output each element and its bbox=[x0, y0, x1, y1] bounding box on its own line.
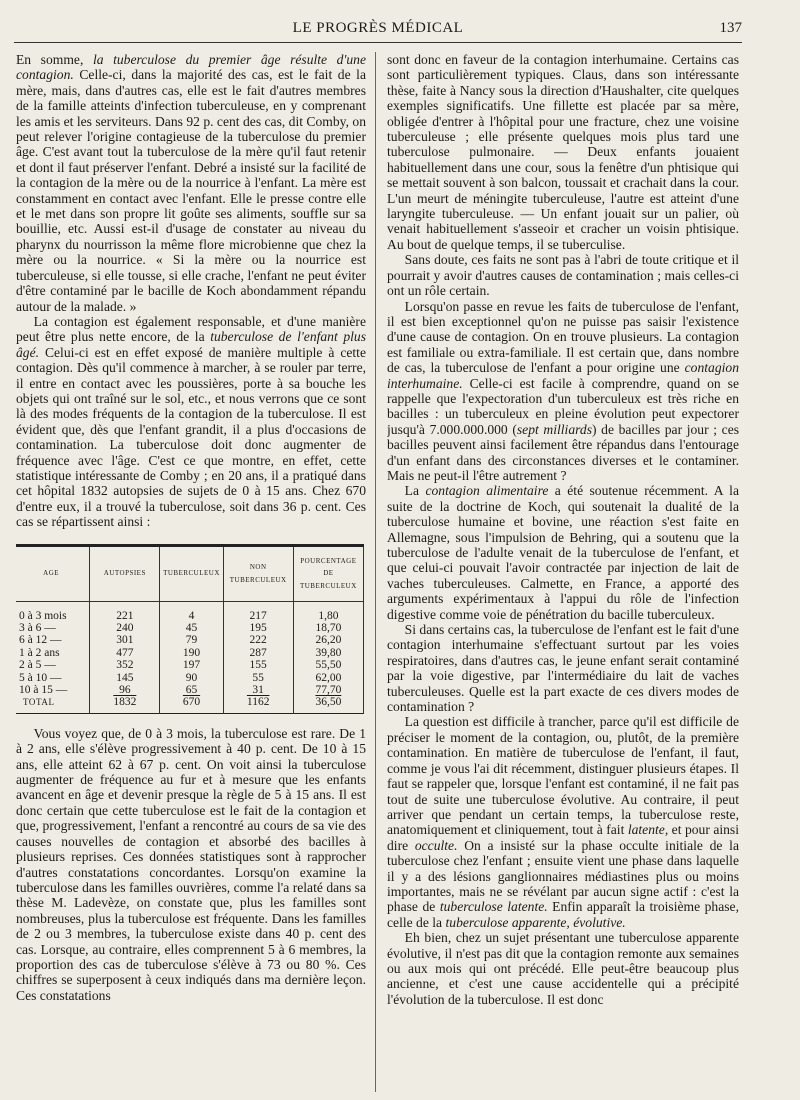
text-run: Enfin apparaît la troisième phase, celle de la bbox=[387, 899, 739, 930]
total-cell-tuberculous bbox=[160, 696, 223, 713]
text-run: Lorsqu'on passe en revue les faits de tuberculose de l'enfant, il est bien exceptionnel qu'on ne puisse pas saisir l'existence d'une cause de contagion. On en trouve plusieurs. La contagion est familiale ou extra-familiale. Il est certain que, dans nombre de cas, la tuberculose de l'enfant a pour origine une bbox=[387, 298, 739, 376]
cell-percentage: 1,80 bbox=[293, 601, 363, 622]
cell-age: 1 à 2 ans bbox=[16, 647, 90, 659]
running-header bbox=[14, 20, 742, 43]
italic-text: la tuberculose du premier âge résulte d'une contagion. bbox=[16, 52, 366, 83]
total-value: 670 bbox=[182, 696, 201, 709]
text-run: Celui-ci est en effet exposé de manière multiple à cette contagion. Dès qu'il commence à marcher, à se rouler par terre, il entre en contact avec les poussières, porte à sa bouche les objets qui ont traîné sur le sol, etc., et nous verrons que ce sont là des modes fréquents de la contagion de la tuberculose. Il est évident que, dès que l'enfant grandit, il a plus d'occasions de contamination. La tuberculose doit donc augmenter de fréquence avec l'âge. C'est ce que montre, en effet, cette statistique intéressante de Comby ; en 20 ans, il a pratiqué dans cet hôpital 1832 autopsies de sujets de 0 à 15 ans. Chez 670 d'entre eux, il a trouvé la tuberculose, soit dans 36 p. cent. Ces cas se répartissent ainsi : bbox=[16, 344, 366, 530]
journal-title: LE PROGRÈS MÉDICAL bbox=[292, 20, 464, 36]
total-value: TOTAL bbox=[23, 697, 55, 708]
cell-tuberculous: 90 bbox=[160, 672, 223, 684]
text-run: Eh bien, chez un sujet présentant une tuberculose apparente évolutive, il n'est pas dit que la contagion remonte aux semaines ou aux mois qui ont précédé. Elle peut-être beaucoup plus ancienne, et c'est une cause accidentelle qui a précipité l'évolution de la tuberculose. Il est donc bbox=[387, 930, 739, 1007]
left-column bbox=[16, 52, 366, 1092]
table-row bbox=[16, 672, 364, 684]
cell-non-tuberculous: 287 bbox=[223, 647, 293, 659]
text-run: On a insisté sur la phase occulte initiale de la tuberculose chez l'enfant ; ensuite vient une phase dans laquelle il y a des lésions ganglionnaires médiastines plus ou moins importantes, mais ne se révélant par aucun signe actif : c'est la phase de bbox=[387, 837, 739, 915]
text-run: En somme, bbox=[16, 52, 93, 67]
cell-tuberculous: 65 bbox=[160, 684, 223, 696]
total-cell-non-tuberculous bbox=[223, 696, 293, 713]
paragraph bbox=[16, 314, 366, 530]
table-row bbox=[16, 622, 364, 634]
text-run: sont donc en faveur de la contagion interhumaine. Certains cas sont particulièrement typiques. Claus, dans son intéressante thèse, faite à Nancy sous la direction d'Haushalter, cite quelques exemples significatifs. Une fillette est placée par sa mère, obligée d'entrer à l'hôpital pour une fracture, chez une voisine tuberculeuse ; elle présente quelques mois plus tard une tuberculose pulmonaire. — Deux enfants jouaient habituellement dans une cour, sous la fenêtre d'un phtisique qui se mettait souvent à son balcon, toussait et crachait dans la cour. L'un meurt de méningite tuberculeuse, l'autre est atteint d'une laryngite tuberculeuse. — Un enfant jouait sur un palier, où venait habituellement s'asseoir et cracher un voisin phtisique. Au bout de quelque temps, il se tuberculise. bbox=[387, 52, 739, 252]
total-value: 36,50 bbox=[315, 696, 342, 709]
column-header-age: AGE bbox=[16, 545, 90, 601]
paragraph bbox=[387, 299, 739, 484]
cell-percentage: 26,20 bbox=[293, 634, 363, 646]
total-cell-autopsies bbox=[90, 696, 160, 713]
text-run: et pour ainsi dire bbox=[387, 822, 739, 853]
cell-age: 3 à 6 — bbox=[16, 622, 90, 634]
italic-text: latente, bbox=[627, 822, 669, 838]
cell-age: 0 à 3 mois bbox=[16, 601, 90, 622]
cell-non-tuberculous: 195 bbox=[223, 622, 293, 634]
cell-tuberculous: 4 bbox=[160, 601, 223, 622]
column-header-percentage: POURCENTAGE DE TUBERCULEUX bbox=[293, 545, 363, 601]
text-run: La question est difficile à trancher, parce qu'il est difficile de préciser le moment de la contagion, ou, plutôt, de la première contamination. En matière de tuberculose de l'enfant, il faut, comme je vous l'ai dit récemment, distinguer plusieurs étapes. Il faut se rappeler que, lorsque l'enfant est contaminé, il ne fait pas tout de suite une tuberculose évolutive. Au contraire, il peut arriver que pendant un certain temps, la tuberculose reste, anatomiquement et cliniquement, tout à fait bbox=[387, 714, 739, 838]
table-total-row bbox=[16, 696, 364, 713]
cell-non-tuberculous: 222 bbox=[223, 634, 293, 646]
table-row bbox=[16, 601, 364, 622]
cell-autopsies: 477 bbox=[90, 647, 160, 659]
cell-age: 5 à 10 — bbox=[16, 672, 90, 684]
cell-age: 2 à 5 — bbox=[16, 659, 90, 671]
text-run: Celle-ci est facile à comprendre, quand on se rappelle que l'expectoration d'un tuberculeux est très riche en bacilles : un tuberculeux en pleine évolution peut expectorer jusqu'à 7.000.000.000 ( bbox=[387, 375, 739, 437]
right-column bbox=[387, 52, 739, 1092]
cell-tuberculous: 45 bbox=[160, 622, 223, 634]
table-header-row bbox=[16, 545, 364, 601]
italic-text: tuberculose apparente, évolutive. bbox=[445, 914, 626, 930]
cell-tuberculous: 79 bbox=[160, 634, 223, 646]
cell-percentage: 62,00 bbox=[293, 672, 363, 684]
paragraph bbox=[16, 52, 366, 314]
text-run: Vous voyez que, de 0 à 3 mois, la tuberculose est rare. De 1 à 2 ans, elle s'élève progressivement à 40 p. cent. De 10 à 15 ans, elle atteint 62 à 67 p. cent. On voit ainsi la tuberculose augmenter de fréquence au fur et à mesure que les enfants avancent en âge et devenir presque la règle de 5 à 15 ans. Il est donc certain que cette tuberculose est le fait de la contagion et que, progressivement, l'enfant a rencontré au cours de sa vie des causes nouvelles de contagion et absorbé des bacilles à plusieurs reprises. Ces données statistiques sont à rapprocher d'autres constatations concordantes. Lorsqu'on examine la tuberculose dans les familles ouvrières, comme l'a relaté dans sa thèse M. Ladevèze, on constate que, plus les familles sont nombreuses, plus la tuberculose est fréquente. Dans les familles de 2 ou 3 membres, la tuberculose existe dans 40 p. cent des cas. Lorsque, au contraire, elles comprennent 5 à 6 membres, la proportion des cas de tuberculose s'élève à 73 ou 80 %. Ces chiffres se superposent à ceux indiqués dans ma dernière leçon. Ces constatations bbox=[16, 725, 366, 1003]
column-header-autopsies: AUTOPSIES bbox=[90, 545, 160, 601]
italic-text: tuberculose de l'enfant plus âgé. bbox=[16, 329, 366, 360]
text-run: La contagion est également responsable, et d'une manière peut être plus nette encore, de la bbox=[16, 313, 366, 345]
total-value: 1162 bbox=[246, 696, 270, 709]
cell-age: 10 à 15 — bbox=[16, 684, 90, 696]
table-row bbox=[16, 684, 364, 696]
table-row bbox=[16, 659, 364, 671]
italic-text: tuberculose latente. bbox=[439, 899, 548, 915]
paragraph bbox=[387, 483, 739, 622]
cell-autopsies: 145 bbox=[90, 672, 160, 684]
italic-text: occulte. bbox=[414, 837, 458, 853]
text-run: Celle-ci, dans la majorité des cas, est le fait de la mère, mais, dans d'autres cas, elle est le fait d'autres membres de la famille atteints d'infection tuberculeuse, en y comprenant les amis et les serviteurs. Dans 92 p. cent des cas, dit Comby, on peut relever l'origine contagieuse de la tuberculose du premier âge. C'est avant tout la tuberculose de la mère qu'il faut retenir et dont il faut préserver l'enfant. Debré a insisté sur la facilité de la contagion de la mère ou de la nourrice à l'enfant. La mère est constamment en contact avec l'enfant. Elle le presse contre elle et le met dans son propre lit goûte ses aliments, souffle sur sa bouillie, etc. Aussi est-il d'usage de constater au niveau du pharynx du nourrisson la même flore microbienne que chez la mère ou la nourrice. « Si la mère ou la nourrice est tuberculeuse, si elle tousse, si elle crache, l'enfant ne peut éviter d'être contaminé par le bacille de Koch abondamment répandu autour de la malade. » bbox=[16, 67, 366, 314]
paragraph bbox=[387, 252, 739, 298]
cell-autopsies: 96 bbox=[90, 684, 160, 696]
paragraph bbox=[387, 52, 739, 252]
total-cell-percentage bbox=[293, 696, 363, 713]
cell-age: 6 à 12 — bbox=[16, 634, 90, 646]
cell-percentage: 39,80 bbox=[293, 647, 363, 659]
cell-autopsies: 352 bbox=[90, 659, 160, 671]
italic-text: contagion alimentaire bbox=[425, 483, 549, 499]
cell-autopsies: 221 bbox=[90, 601, 160, 622]
paragraph bbox=[387, 622, 739, 714]
cell-non-tuberculous: 55 bbox=[223, 672, 293, 684]
paragraph bbox=[387, 714, 739, 930]
text-run: a été soutenue récemment. A la suite de la doctrine de Koch, qui soutenait la dualité de la tuberculose humaine et bovine, une réaction s'est faite en Allemagne, sous l'impulsion de Behring, qui a soutenu que la tuberculose de l'adulte venait de la tuberculose de l'enfant, et que celui-ci pouvait l'avoir contractée par injection de lait de vaches tuberculeuses. Calmette, en France, a apporté des arguments expérimentaux à l'appui du rôle de l'infection digestive comme voie de pénétration du bacille tuberculeux. bbox=[387, 483, 739, 622]
page-number: 137 bbox=[719, 20, 742, 36]
cell-percentage: 18,70 bbox=[293, 622, 363, 634]
cell-tuberculous: 197 bbox=[160, 659, 223, 671]
italic-text: sept milliards bbox=[516, 421, 593, 437]
total-value: 1832 bbox=[113, 696, 137, 709]
cell-percentage: 77,70 bbox=[293, 684, 363, 696]
total-cell-age bbox=[16, 696, 90, 713]
cell-autopsies: 240 bbox=[90, 622, 160, 634]
column-header-non-tuberculous: NON TUBERCULEUX bbox=[223, 545, 293, 601]
autopsy-statistics-table bbox=[16, 544, 364, 714]
cell-non-tuberculous: 31 bbox=[223, 684, 293, 696]
column-header-tuberculous: TUBERCULEUX bbox=[160, 545, 223, 601]
text-run: ) de bacilles par jour ; ces bacilles peuvent ainsi facilement être répandus dans l'entourage d'un enfant dans des circonstances diverses et le contaminer. Mais ne peut-il l'être autrement ? bbox=[387, 421, 739, 483]
text-run: Si dans certains cas, la tuberculose de l'enfant est le fait d'une contagion interhumaine s'effectuant surtout par les voies respiratoires, dans d'autres cas, le jeune enfant serait contaminé par la voie digestive, par l'intermédiaire du lait de vaches tuberculeuses. Quelle est la part exacte de ces divers modes de contamination ? bbox=[387, 622, 739, 715]
cell-autopsies: 301 bbox=[90, 634, 160, 646]
paragraph bbox=[16, 726, 366, 1003]
table-row bbox=[16, 647, 364, 659]
text-run: La bbox=[404, 483, 426, 499]
cell-non-tuberculous: 155 bbox=[223, 659, 293, 671]
cell-non-tuberculous: 217 bbox=[223, 601, 293, 622]
italic-text: contagion interhumaine. bbox=[387, 360, 739, 391]
text-run: Sans doute, ces faits ne sont pas à l'abri de toute critique et il pourrait y avoir d'autres causes de contamination ; mais celles-ci ont un rôle certain. bbox=[387, 252, 739, 299]
cell-tuberculous: 190 bbox=[160, 647, 223, 659]
column-divider bbox=[375, 52, 376, 1092]
paragraph bbox=[387, 930, 739, 1007]
cell-percentage: 55,50 bbox=[293, 659, 363, 671]
table-row bbox=[16, 634, 364, 646]
